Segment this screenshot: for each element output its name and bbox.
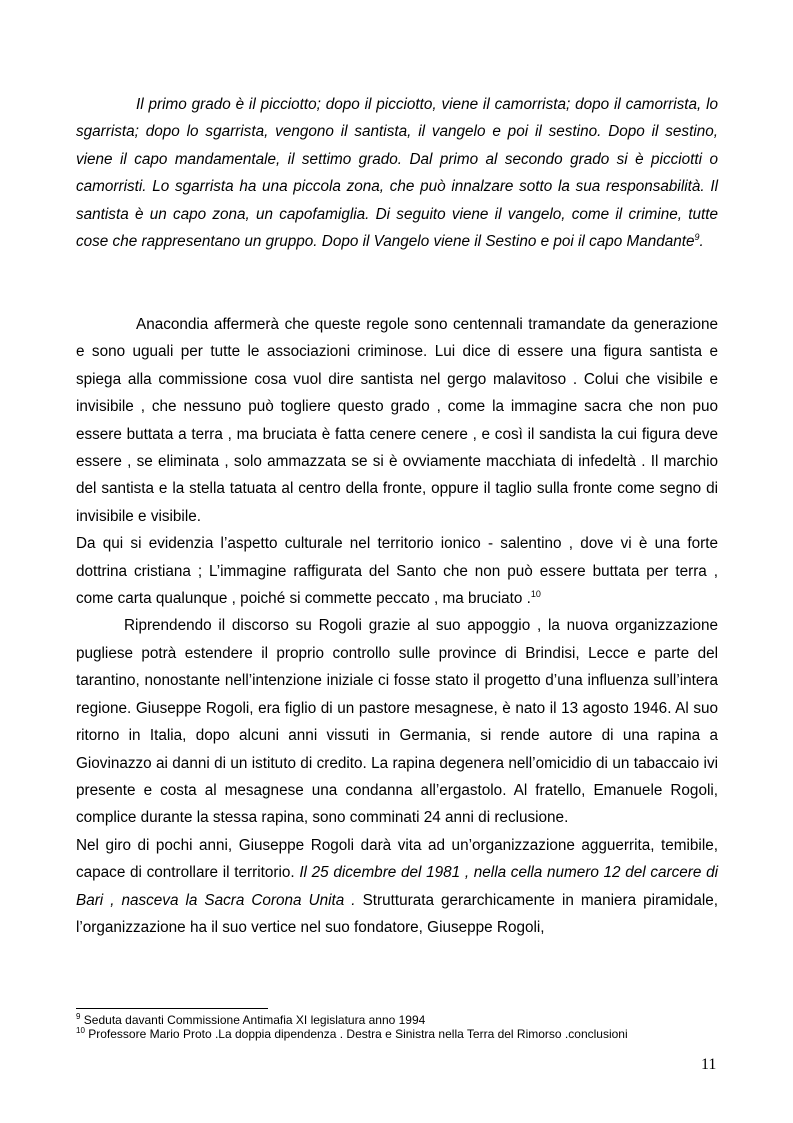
paragraph-4-end: Strutturata gerarchicamente in maniera piramidale, l’organizzazione ha il suo vertice nel suo fondatore, Giuseppe Rogoli, xyxy=(76,891,718,936)
footnote-9 xyxy=(76,1013,736,1027)
main-text xyxy=(76,311,718,941)
paragraph-3: Riprendendo il discorso su Rogoli grazie al suo appoggio , la nuova organizzazione pugliese potrà estendere il proprio controllo sulle province di Brindisi, Lecce e parte del tarantino, nonostante nell’intenzione iniziale ci fosse stato il progetto d’una influenza sull’intera regione. Giuseppe Rogoli, era figlio di un pastore mesagnese, è nato il 13 agosto 1946. Al suo ritorno in Italia, dopo alcuni anni vissuti in Germania, si rende autore di una rapina a Giovinazzo ai danni di un istituto di credito. La rapina degenera nell’omicidio di un tabaccaio ivi presente e costa al mesagnese una condanna all’ergastolo. Al fratello, Emanuele Rogoli, complice durante la stessa rapina, sono comminati 24 anni di reclusione. xyxy=(76,617,718,827)
footnote-10 xyxy=(76,1027,736,1041)
paragraph-1: Anacondia affermerà che queste regole sono centennali tramandate da generazione e sono uguali per tutte le associazioni criminose. Lui dice di essere una figura santista e spiega alla commissione cosa vuol dire santista nel gergo malavitoso . Colui che visibile e invisibile , che nessuno può togliere questo grado , come la immagine sacra che non puo essere buttata a terra , ma bruciata è fatta cenere cenere , e così il sandista la cui figura deve essere , se eliminata , solo ammazzata se si è ovviamente macchiata di infedeltà . Il marchio del santista e la stella tatuata al centro della fronte, oppure il taglio sulla fronte come segno di invisibile e visibile. xyxy=(76,316,718,525)
footnote-ref-9: 9 xyxy=(694,231,700,242)
paragraph-2-text: Da qui si evidenzia l’aspetto culturale nel territorio ionico - salentino , dove vi è una forte dottrina cristiana ; L’immagine raffigurata del Santo che non può essere buttata per terra , come carta qualunque , poiché si commette peccato , ma bruciato . xyxy=(76,535,718,608)
footnote-10-text: Professore Mario Proto .La doppia dipendenza . Destra e Sinistra nella Terra del Rimorso .conclusioni xyxy=(84,1027,628,1041)
paragraph-4-start: Nel giro di pochi anni, Giuseppe Rogoli darà vita ad un’organizzazione agguerrita, temibile, capace di controllare il territorio. xyxy=(76,836,718,882)
page-number: 11 xyxy=(701,1056,717,1073)
footnote-9-number: 9 xyxy=(76,1012,81,1021)
paragraph-4-italic: Il 25 dicembre del 1981 , nella cella numero 12 del carcere di Bari , nasceva la Sacra Corona Unita . xyxy=(76,864,718,909)
footnotes xyxy=(76,1013,736,1041)
quote-paragraph xyxy=(76,91,718,255)
footnote-separator xyxy=(76,1008,268,1009)
paragraph-2 xyxy=(76,530,718,612)
quote-text: Il primo grado è il picciotto; dopo il picciotto, viene il camorrista; dopo il camorrista, lo sgarrista; dopo lo sgarrista, vengono il santista, il vangelo e poi il sestino. Dopo il sestino, viene il capo mandamentale, il settimo grado. Dal primo al secondo grado si è picciotti o camorristi. Lo sgarrista ha una piccola zona, che può innalzare sotto la sua responsabilità. Il santista è un capo zona, un capofamiglia. Di seguito viene il vangelo, come il crimine, tutte cose che rappresentano un gruppo. Dopo il Vangelo viene il Sestino e poi il capo Mandante xyxy=(76,96,718,251)
quote-end: . xyxy=(699,233,704,251)
footnote-ref-10: 10 xyxy=(530,588,541,599)
footnote-9-text: Seduta davanti Commissione Antimafia XI legislatura anno 1994 xyxy=(80,1013,426,1027)
footnote-10-number: 10 xyxy=(76,1026,85,1035)
paragraph-4 xyxy=(76,832,718,942)
